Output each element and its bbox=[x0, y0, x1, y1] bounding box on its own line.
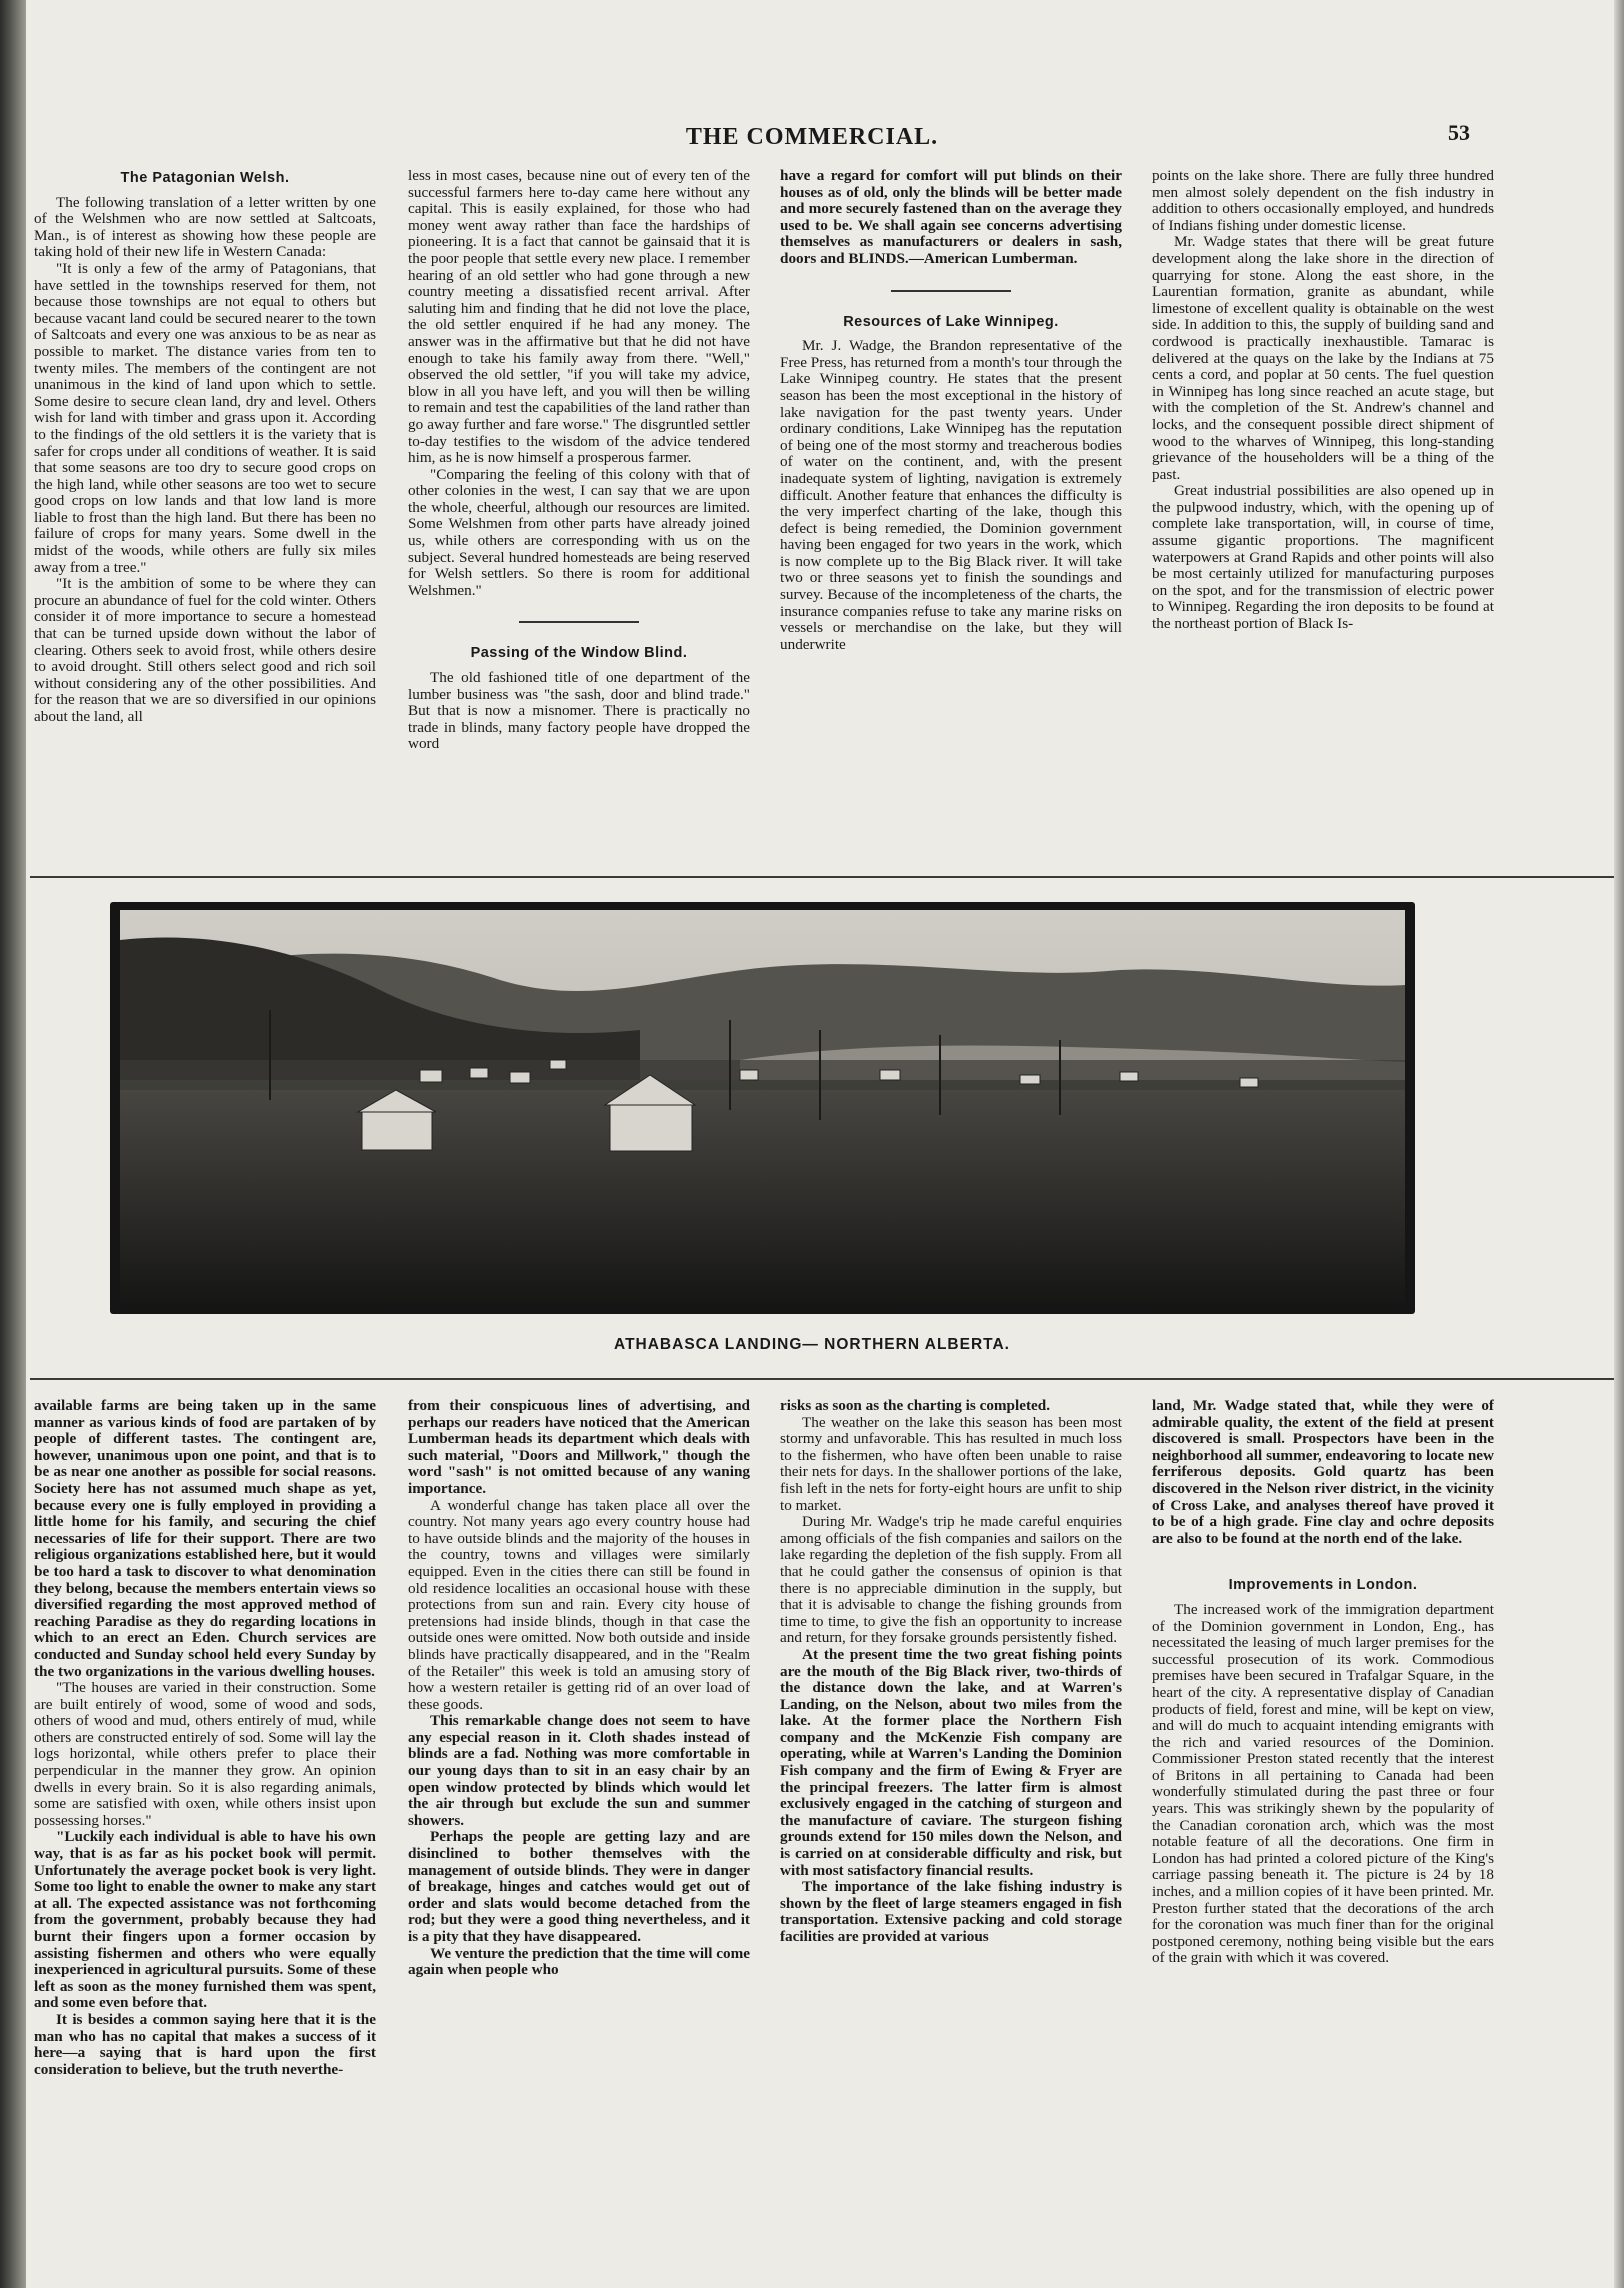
section-divider bbox=[891, 290, 1011, 292]
paragraph: The old fashioned title of one department of the lumber business was "the sash, door and blind trade." But that is now a misnomer. There is practically no trade in blinds, many factory people have dropped the word bbox=[408, 669, 750, 753]
paragraph: We venture the prediction that the time will come again when people who bbox=[408, 1944, 750, 1979]
paragraph: This remarkable change does not seem to have any especial reason in it. Cloth shades instead of blinds are a fad. Nothing was more comfortable in our young days than to sit in an easy chair by an open window protected by blinds which would let the air through but exclude the sun and summer showers. bbox=[408, 1712, 750, 1829]
running-title: THE COMMERCIAL. bbox=[685, 124, 939, 150]
article-heading-improvements-london: Improvements in London. bbox=[1228, 1577, 1418, 1594]
paragraph: At the present time the two great fishing points are the mouth of the Big Black river, two-thirds of the distance down the lake, and at Warren's Landing, on the Nelson, about two miles from the lake. At the former place the Northern Fish company and the McKenzie Fish company are operating, while at Warren's Landing the Dominion Fish company and the firm of Ewing & Fryer are the principal freezers. The latter firm is almost exclusively engaged in the catching of sturgeon and the manufacture of caviare. The sturgeon fishing grounds extend for 150 miles down the Nelson, and is carried on at considerable difficulty and risk, but with most satisfactory financial results. bbox=[780, 1645, 1122, 1879]
paragraph: The following translation of a letter written by one of the Welshmen who are now settled at Saltcoats, Man., is of interest as showing how these people are taking hold of their new life in Western Canada: bbox=[34, 193, 376, 261]
paragraph: Mr. Wadge states that there will be great future development along the lake shore in the direction of quarrying for stone. Along the east shore, in the Laurentian formation, granite as abundant, while limestone of excellent quality is obtainable on the west side. In addition to this, the supply of building sand and cordwood is practically inexhaustible. Tamarac is delivered at the quays on the lake by the Indians at 75 cents a cord, and poplar at 50 cents. The fuel question in Winnipeg has long since reached an acute stage, but with the completion of the St. Andrew's channel and locks, and the consequent possible direct shipment of wood to the wharves of Winnipeg, this long-standing grievance of the householders will be a thing of the past. bbox=[1152, 233, 1494, 483]
paragraph: available farms are being taken up in the same manner as various kinds of food are partaken of by people of different tastes. The contingent are, however, unanimous upon one point, and that is to be as near one another as possible for social reasons. Society here has not assumed much shape as yet, because every one is fully employed in providing a little home for his family, and securing the chief necessaries of life for their support. There are two religious organizations established here, but it would be too hard a task to discover to what denomination they belong, because the members entertain views so diversified regarding the most approved method of reaching Paradise as they do regarding locations in which to an erect an Eden. Church services are conducted and Sunday school held every Sunday by the two organizations in the various dwelling houses. bbox=[34, 1398, 376, 1680]
paragraph: "It is the ambition of some to be where they can procure an abundance of fuel for the cold winter. Others consider it of more importance to secure a homestead that can be turned upside down without the labor of clearing. Others seek to avoid frost, while others desire to avoid drought. Still others select good and rich soil without considering any of the other possibilities. And for the reason that we are so diversified in our opinions about the land, all bbox=[34, 575, 376, 725]
paragraph: "Comparing the feeling of this colony with that of other colonies in the west, I can say that we are upon the whole, cheerful, although our resources are limited. Some Welshmen from other parts have already joined us, while others are corresponding with us on the subject. Several hundred homesteads are being reserved for Welsh settlers. So there is room for additional Welshmen." bbox=[408, 465, 750, 599]
paragraph: The importance of the lake fishing industry is shown by the fleet of large steamers engaged in fish transportation. Extensive packing and cold storage facilities are provided at various bbox=[780, 1878, 1122, 1945]
paragraph: It is besides a common saying here that it is the man who has no capital that makes a success of it here—a saying that is hard upon the first consideration to believe, but the truth neverthe- bbox=[34, 2010, 376, 2078]
paragraph: "Luckily each individual is able to have his own way, that is as far as his pocket book will permit. Unfortunately the average pocket book is very light. Some too light to enable the owner to make any start at all. The expected assistance was not forthcoming from the government, probably because they had burnt their fingers upon a former occasion by assisting fishermen and others who were equally inexperienced in agricultural pursuits. Some of these left as soon as the money furnished them was spent, and some even before that. bbox=[34, 1828, 376, 2012]
paragraph: The weather on the lake this season has been most stormy and unfavorable. This has resulted in much loss to the fishermen, who have often been unable to raise their nets for days. In the shallower portions of the lake, fish left in the nets for forty-eight hours are unfit to ship to market. bbox=[780, 1413, 1122, 1514]
section-divider bbox=[1263, 1561, 1383, 1563]
top-column-1 bbox=[34, 168, 376, 858]
landscape-photo bbox=[120, 910, 1405, 1304]
page-binding-edge bbox=[0, 0, 26, 2288]
athabasca-landing-photo bbox=[120, 910, 1405, 1304]
paragraph: points on the lake shore. There are fully three hundred men almost solely dependent on the fish industry in addition to others occasionally employed, and hundreds of Indians fishing under domestic license. bbox=[1152, 168, 1494, 234]
page-number: 53 bbox=[1448, 120, 1470, 145]
top-column-3 bbox=[780, 168, 1122, 858]
article-heading-window-blind: Passing of the Window Blind. bbox=[470, 645, 688, 662]
top-column-4 bbox=[1152, 168, 1494, 858]
paragraph: Perhaps the people are getting lazy and are disinclined to bother themselves with the management of outside blinds. They were in danger of breakage, hinges and catches would get out of order and slats would become detached from the rod; but they were a good thing nevertheless, and it is a pity that they have disappeared. bbox=[408, 1828, 750, 1945]
paragraph: "The houses are varied in their construction. Some are built entirely of wood, some of wood and sods, others of wood and mud, others entirely of mud, while others are constructed entirely of sod. Some will lay the logs horizontal, while others prefer to place their perpendicular in the manner they grow. An opinion dwells in every brain. So it is also regarding animals, some are satisfied with oxen, while others insist upon possessing horses." bbox=[34, 1679, 376, 1829]
photo-caption: ATHABASCA LANDING— NORTHERN ALBERTA. bbox=[614, 1336, 1010, 1353]
paragraph: Great industrial possibilities are also opened up in the pulpwood industry, which, with the opening up of complete lake transportation, will, in course of time, assume gigantic proportions. The magnificent waterpowers at Grand Rapids and other points will also be most certainly utilized for manufacturing purposes on the spot, and for the transmission of electric power to Winnipeg. Regarding the iron deposits to be found at the northeast portion of Black Is- bbox=[1152, 482, 1494, 633]
horizontal-rule-bottom bbox=[30, 1378, 1614, 1380]
bottom-column-1 bbox=[34, 1398, 376, 2258]
article-heading-lake-winnipeg: Resources of Lake Winnipeg. bbox=[843, 313, 1059, 330]
paragraph: from their conspicuous lines of advertising, and perhaps our readers have noticed that the American Lumberman heads its department which deals with such material, "Doors and Millwork," though the word "sash" is not omitted because of any waning importance. bbox=[408, 1398, 750, 1497]
paragraph: have a regard for comfort will put blinds on their houses as of old, only the blinds will be better made and more securely fastened than on the average they used to be. We shall again see concerns advertising themselves as manufacturers or dealers in sash, doors and BLINDS.—American Lumberman. bbox=[780, 168, 1122, 267]
article-heading-patagonian-welsh: The Patagonian Welsh. bbox=[120, 170, 290, 186]
photo-frame bbox=[110, 902, 1415, 1314]
paragraph: The increased work of the immigration department of the Dominion government in London, Eng., has necessitated the leasing of much larger premises for the successful prosecution of its work. Commodious premises have been secured in Trafalgar Square, in the heart of the city. A representative display of Canadian products of field, forest and mine, will be kept on view, and will do much to acquaint intending emigrants with the rich and varied resources of the Dominion. Commissioner Preston stated recently that the interest of Britons in all pertaining to Canada had been wonderfully stimulated during the past three or four years. This was strikingly shewn by the popularity of the Canadian coronation arch, which was the most notable feature of all the decorations. One firm in London has had printed a colored picture of the King's carriage passing beneath it. The picture is 24 by 18 inches, and a million copies of it have been printed. Mr. Preston further stated that the decorations of the arch for the coronation was much finer than for the original postponed ceremony, nothing being visible but the ears of the grain with which it was covered. bbox=[1152, 1600, 1494, 1967]
paragraph: less in most cases, because nine out of every ten of the successful farmers here to-day came here without any capital. This is easily explained, for those who had money went away rather than face the hardships of pioneering. It is a fact that cannot be gainsaid that it is the poor people that settle every new place. I remember hearing of an old settler who had gone through a new country meeting a dissatisfied recent arrival. After saluting him and finding that he did not love the place, the old settler enquired if he had any money. The answer was in the affirmative but that he did not have enough to take his family away from there. "Well," observed the old settler, "if you will take my advice, blow in all you have left, and you will then be willing to remain and test the capabilities of the land rather than go away further and fare worse." The disgruntled settler to-day testifies to the wisdom of the advice tendered him, as he is now himself a prosperous farmer. bbox=[408, 168, 750, 467]
paragraph: Mr. J. Wadge, the Brandon representative of the Free Press, has returned from a month's tour through the Lake Winnipeg country. He states that the present season has been the most exceptional in the history of lake navigation for the past twenty years. Under ordinary conditions, Lake Winnipeg has the reputation of being one of the most stormy and treacherous bodies of water on the continent, and, with the present inadequate system of lighting, navigation is extremely difficult. Another feature that enhances the difficulty is the very imperfect charting of the lake, though this defect is being remedied, the Dominion government having been engaged for two years in the work, which is now complete up to the Big Black river. It will take two or three seasons yet to finish the soundings and survey. Because of the incompleteness of the charts, the insurance companies refuse to take any marine risks on vessels or merchandise on the lake, but they will underwrite bbox=[780, 337, 1122, 653]
horizontal-rule-top bbox=[30, 876, 1614, 878]
top-column-2 bbox=[408, 168, 750, 858]
bottom-column-3 bbox=[780, 1398, 1122, 2258]
bottom-column-4 bbox=[1152, 1398, 1494, 2258]
page-right-edge bbox=[1614, 0, 1624, 2288]
paragraph: risks as soon as the charting is completed. bbox=[780, 1398, 1051, 1414]
paragraph: During Mr. Wadge's trip he made careful enquiries among officials of the fish companies and sailors on the lake regarding the depletion of the fish supply. From all that he could gather the consensus of opinion is that there is no appreciable diminution in the supply, but that it is advisable to change the fishing grounds from time to time, to give the fish an opportunity to increase and return, for they forsake grounds persistently fished. bbox=[780, 1513, 1122, 1647]
bottom-column-2 bbox=[408, 1398, 750, 2258]
paragraph: "It is only a few of the army of Patagonians, that have settled in the townships reserved for them, not because those townships are not equal to others but because vacant land could be secured nearer to the town of Saltcoats and every one was anxious to be as near as possible to market. The distance varies from ten to twenty miles. The members of the contingent are not unanimous in the kind of land upon which to settle. Some desire to secure clean land, dry and level. Others wish for land with timber and grass upon it. According to the findings of the old settlers it is the variety that is safer for crops under all conditions of weather. It is said that some seasons are too dry to secure good crops on the high land, while other seasons are too wet to secure good crops on low lands and that low land is more liable to frost than the high land. But there has been no failure of crops for many years. Some dwell in the midst of the woods, while others are fully six miles away from a tree." bbox=[34, 259, 376, 576]
paragraph: A wonderful change has taken place all over the country. Not many years ago every country house had to have outside blinds and the majority of the houses in the country, towns and villages were similarly equipped. Even in the cities there can still be found in old residence localities an occasional house with these protections from sun and rain. Every city house of pretensions had inside blinds, though in that case the outside ones were omitted. Now both outside and inside blinds have practically disappeared, and in the "Realm of the Retailer" this week is told an amusing story of how a western retailer is getting rid of an over load of these goods. bbox=[408, 1496, 750, 1713]
paragraph: land, Mr. Wadge stated that, while they were of admirable quality, the extent of the field at present discovered is small. Prospectors have been in the neighborhood all summer, endeavoring to locate new ferriferous deposits. Gold quartz has been discovered in the Nelson river district, in the vicinity of Cross Lake, and analyses thereof have proved it to be of a high grade. Fine clay and ochre deposits are also to be found at the north end of the lake. bbox=[1152, 1398, 1494, 1547]
section-divider bbox=[519, 621, 639, 623]
